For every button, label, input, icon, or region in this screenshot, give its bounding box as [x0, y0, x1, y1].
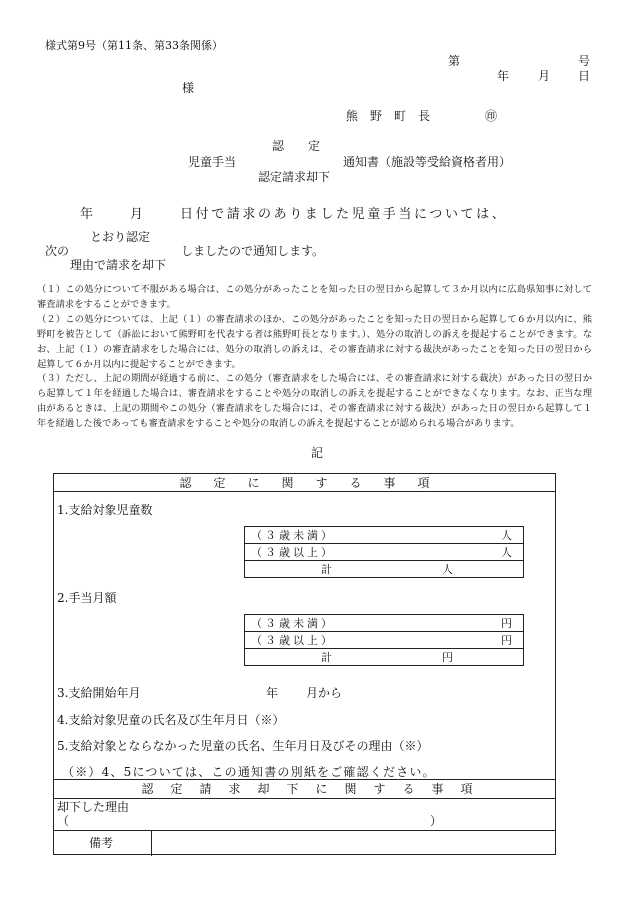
body-month: 月: [130, 207, 144, 222]
row-label: （３歳未満）: [251, 617, 335, 630]
total-unit: 円: [442, 651, 453, 664]
item4-label: 4.支給対象児童の氏名及び生年月日（※）: [57, 713, 285, 727]
item3-label: 3.支給開始年月: [57, 686, 141, 700]
notes: [37, 283, 592, 432]
body-option-certify: とおり認定: [90, 230, 151, 244]
body-option-reject: 理由で請求を却下: [70, 258, 167, 272]
table-row: [245, 649, 524, 666]
title-option-reject: 認定請求却下: [258, 170, 331, 184]
row-unit: 円: [501, 634, 515, 647]
row-unit: 人: [501, 529, 515, 542]
body-prefix: 次の: [45, 244, 70, 258]
title-option-certify: 認 定: [272, 139, 321, 153]
reject-reason-label: 却下した理由: [57, 800, 130, 814]
note-1: （１）この処分について不服がある場合は、この処分があったことを知った日の翌日から起算して３か月以内に広島県知事に対して審査請求をすることができます。: [37, 284, 592, 310]
form-table: [53, 473, 556, 855]
row-unit: 人: [501, 546, 515, 559]
date-month: 月: [538, 69, 551, 83]
form-id: 様式第9号（第11条、第33条関係）: [45, 39, 223, 52]
ki-mark: 記: [311, 446, 324, 460]
body-suffix: しましたので通知します。: [181, 244, 325, 258]
number-suffix: 号: [578, 54, 591, 68]
table-row: [245, 632, 524, 649]
item1-label: 1.支給対象児童数: [57, 503, 153, 517]
section2-header: 認定請求却下に関する事項: [141, 782, 490, 796]
remarks-label: 備考: [89, 836, 114, 850]
title-left: 児童手当: [188, 155, 237, 169]
title-right: 通知書（施設等受給資格者用）: [343, 155, 512, 169]
allowance-table: [244, 614, 524, 666]
table-row: [245, 615, 524, 632]
note-3: （３）ただし、上記の期間が経過する前に、この処分（審査請求をした場合には、その審査請求に対する裁決）があった日の翌日から起算して１年を経過した場合は、審査請求をすることや処分の取消しの訴えを提起することができなくなります。なお、正当な理由があるときは、上記の期間やこの処分（審査請求をした場合には、その審査請求に対する裁決）があった日の翌日から起算して１年を経過した後であっても審査請求をすることや処分の取消しの訴えを提起することが認められる場合があります。: [37, 373, 592, 430]
note-2: （２）この処分については、上記（１）の審査請求のほか、この処分があったことを知った日の翌日から起算して６か月以内に、熊野町を被告として（訴訟において熊野町を代表する者は熊野町長となります。）、処分の取消しの訴えを提起することができます。なお、上記（１）の審査請求をした場合には、処分の取消しの訴えは、その審査請求に対する裁決があったことを知った日の翌日から起算して６か月以内に提起することができます。: [37, 313, 592, 370]
row-label: （３歳以上）: [251, 634, 335, 647]
total-label: 計: [321, 651, 332, 664]
addressee-suffix: 様: [182, 81, 195, 95]
body-line1: 日付で請求のありました児童手当については、: [180, 207, 508, 222]
sender: 熊 野 町 長: [346, 109, 431, 123]
item5-label: 5.支給対象とならなかった児童の氏名、生年月日及びその理由（※）: [57, 739, 429, 753]
paren-open: （: [57, 814, 70, 828]
child-count-table: [244, 526, 524, 578]
table-row: [245, 561, 524, 578]
footnote: （※）4、5については、この通知書の別紙をご確認ください。: [62, 765, 436, 779]
row-unit: 円: [501, 617, 515, 630]
number-prefix: 第: [448, 54, 461, 68]
total-unit: 人: [442, 563, 453, 576]
date-year: 年: [497, 69, 510, 83]
item2-label: 2.手当月額: [57, 591, 117, 605]
body-year: 年: [80, 207, 94, 222]
date-day: 日: [578, 69, 591, 83]
item3-month: 月から: [306, 686, 343, 700]
paren-close: ）: [430, 814, 443, 828]
item3-year: 年: [266, 686, 279, 700]
table-row: [245, 544, 524, 561]
total-label: 計: [321, 563, 332, 576]
table-row: [245, 527, 524, 544]
row-label: （３歳以上）: [251, 546, 335, 559]
row-label: （３歳未満）: [251, 529, 335, 542]
seal-mark: ㊞: [485, 109, 498, 123]
section1-header: 認定に関する事項: [179, 476, 452, 490]
